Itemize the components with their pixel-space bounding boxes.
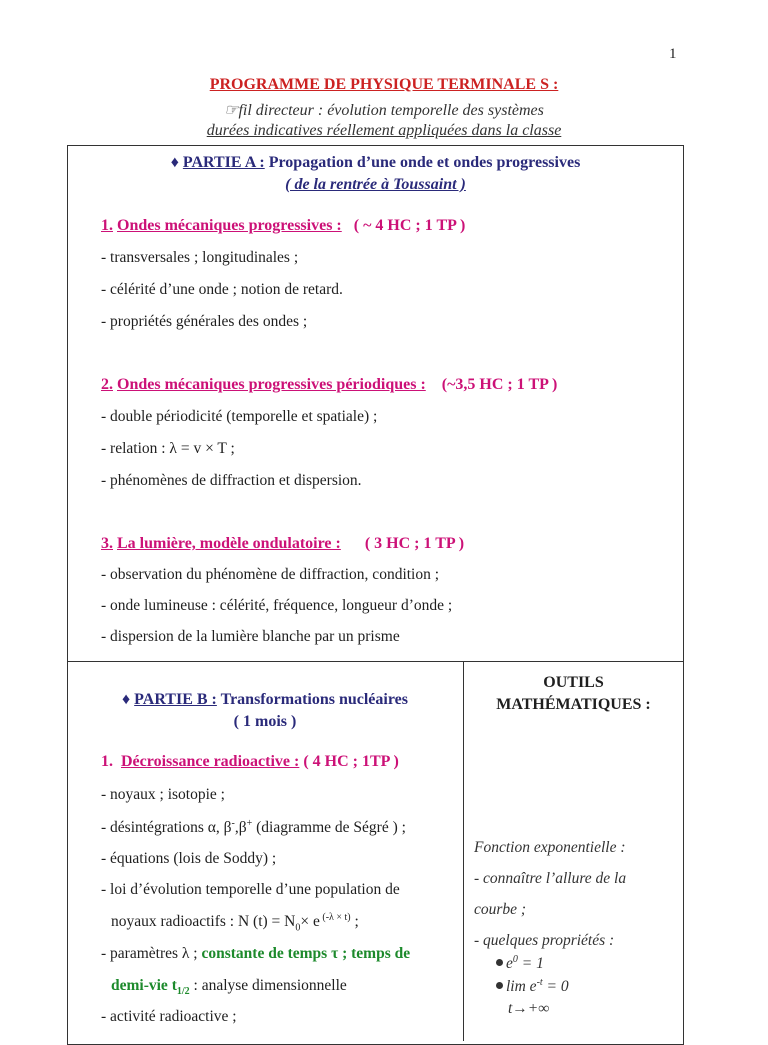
outils-heading: OUTILS MATHÉMATIQUES : [496, 674, 651, 713]
partB-title: Transformations nucléaires [220, 691, 408, 708]
partA-section-3-heading: 3. La lumière, modèle ondulatoire : ( 3 HC ; 1 TP ) [101, 535, 465, 552]
list-item: - onde lumineuse : célérité, fréquence, longueur d’onde ; [101, 597, 453, 614]
list-item: noyaux radioactifs : N $(t) = N_0\times e$ $^{(-\lambda \times t)}$ ; [111, 912, 359, 934]
partA-period: ( de la rentrée à Toussaint ) [285, 176, 466, 193]
partA-label: PARTIE A : [182, 154, 265, 171]
outils-item: $e^0 = 1$ [496, 954, 544, 973]
list-item: - transversales ; longitudinales ; [101, 249, 299, 266]
list-item: - activité radioactive ; [101, 1008, 237, 1025]
list-item: - loi d’évolution temporelle d’une population de [101, 881, 400, 898]
list-item: - paramètres λ ; constante de temps τ ; temps de [101, 945, 411, 962]
document-title: PROGRAMME DE PHYSIQUE TERMINALE S : [209, 76, 559, 93]
partB-period: ( 1 mois ) [233, 713, 297, 730]
program-table-frame [67, 145, 684, 1045]
page-number: 1 [669, 46, 677, 62]
list-item: - dispersion de la lumière blanche par un prisme [101, 628, 400, 645]
list-item: - célérité d’une onde ; notion de retard. [101, 281, 343, 298]
list-item: - relation : λ = v × T ; [101, 440, 235, 457]
list-item: - double périodicité (temporelle et spatiale) ; [101, 408, 378, 425]
diamond-icon: ♦ [170, 154, 179, 171]
table-divider-horizontal [67, 661, 684, 662]
list-item: - propriétés générales des ondes ; [101, 313, 308, 330]
list-item: demi-vie $t_{1/2}$ : analyse dimensionnelle [111, 977, 347, 998]
document-subtitle [0, 100, 768, 120]
partA-section-2-heading: 2. Ondes mécaniques progressives périodiques : (~3,5 HC ; 1 TP ) [101, 376, 558, 393]
pointing-hand-icon: ☞ [224, 102, 239, 119]
partA-section-1-heading: 1. Ondes mécaniques progressives : ( ~ 4 HC ; 1 TP ) [101, 217, 466, 234]
partB-section-1-heading: 1. Décroissance radioactive : ( 4 HC ; 1TP ) [101, 753, 399, 770]
outils-item: courbe ; [474, 901, 527, 918]
list-item: - équations (lois de Soddy) ; [101, 850, 277, 867]
list-item: - phénomènes de diffraction et dispersion. [101, 472, 362, 489]
outils-item: - quelques propriétés : [474, 932, 615, 949]
diamond-icon: ♦ [122, 691, 131, 708]
partB-heading [67, 691, 463, 709]
list-item: - noyaux ; isotopie ; [101, 786, 225, 803]
outils-item: Fonction exponentielle : [474, 839, 626, 856]
list-item: - observation du phénomène de diffraction, condition ; [101, 566, 440, 583]
partA-heading [67, 154, 684, 172]
bullet-icon [496, 982, 503, 989]
table-divider-vertical [463, 661, 464, 1041]
subtitle-text: fil directeur : évolution temporelle des systèmes [238, 102, 544, 119]
document-subtitle-durations: durées indicatives réellement appliquées dans la classe [206, 122, 562, 139]
outils-item: - connaître l’allure de la [474, 870, 627, 887]
outils-item: t→+∞ [508, 1000, 550, 1017]
list-item: - désintégrations α, β-,β+ (diagramme de Ségré ) ; [101, 818, 406, 837]
partA-title: Propagation d’une onde et ondes progressives [268, 154, 581, 171]
outils-item: $\lim e^{-t} = 0$ [496, 977, 569, 996]
bullet-icon [496, 959, 503, 966]
partB-label: PARTIE B : [134, 691, 217, 708]
